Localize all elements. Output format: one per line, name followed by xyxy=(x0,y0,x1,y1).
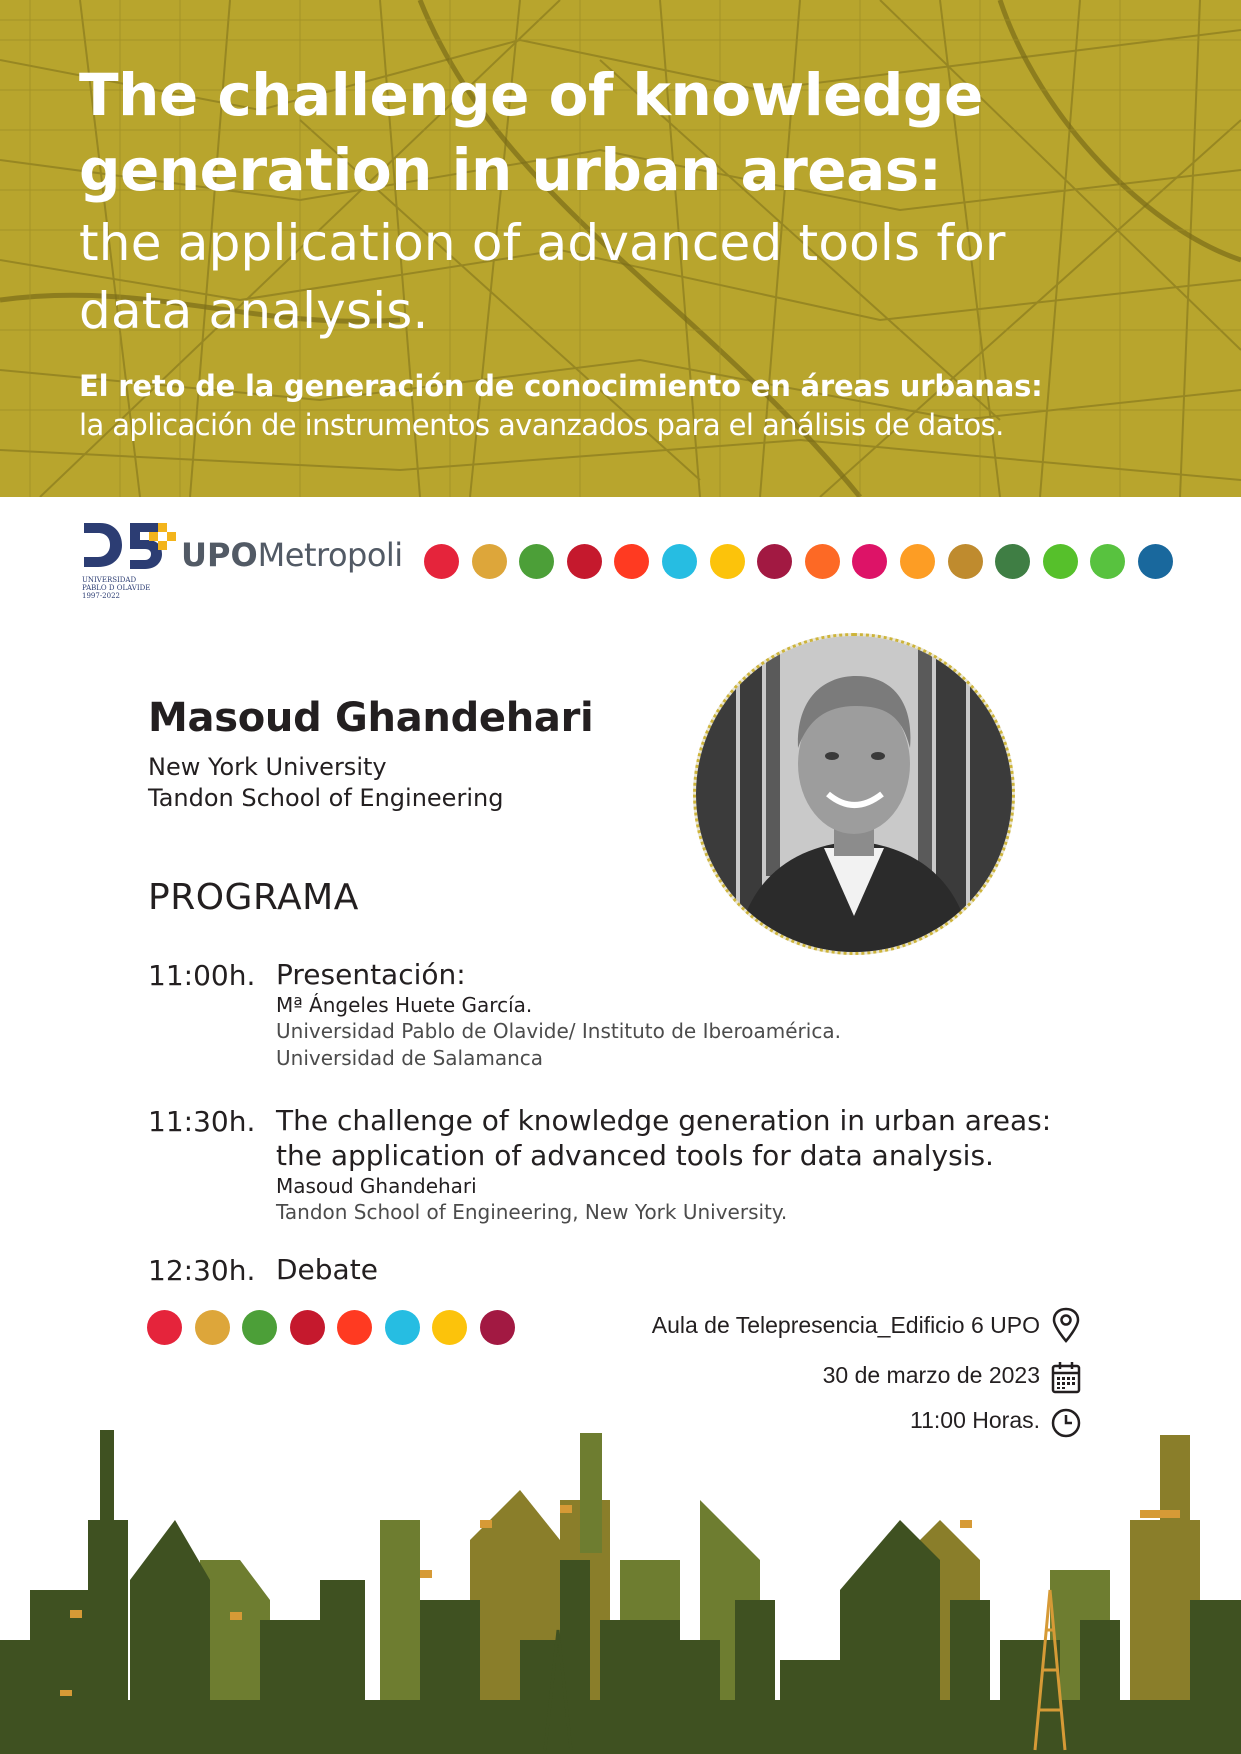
color-dot xyxy=(424,544,459,579)
programa-heading: PROGRAMA xyxy=(148,877,359,918)
color-dot xyxy=(900,544,935,579)
location-pin-icon xyxy=(1050,1307,1082,1343)
color-dot xyxy=(948,544,983,579)
venue-date: 30 de marzo de 2023 xyxy=(822,1362,1040,1388)
color-dot xyxy=(337,1310,372,1345)
color-dot xyxy=(662,544,697,579)
program-item-1-person: Mª Ángeles Huete García. xyxy=(276,993,533,1017)
program-item-2-person: Masoud Ghandehari xyxy=(276,1174,477,1198)
program-item-1: Presentación: Mª Ángeles Huete García. Universidad Pablo de Olavide/ Instituto de Iberoamérica. Universidad de Salamanca xyxy=(276,958,841,1070)
title-en-subtitle-line-1: the application of advanced tools for xyxy=(79,214,1006,272)
header-text xyxy=(79,58,1219,444)
speaker-photo xyxy=(693,633,1015,955)
venue-time: 11:00 Horas. xyxy=(910,1407,1040,1433)
color-dot xyxy=(195,1310,230,1345)
color-dot xyxy=(1138,544,1173,579)
color-dot xyxy=(242,1310,277,1345)
calendar-icon xyxy=(1050,1360,1082,1396)
color-dot xyxy=(567,544,602,579)
title-es: El reto de la generación de conocimiento en áreas urbanas: xyxy=(79,369,1043,403)
color-dot xyxy=(519,544,554,579)
color-dot xyxy=(480,1310,515,1345)
color-dot xyxy=(1090,544,1125,579)
header-banner xyxy=(0,0,1241,497)
upo-metropoli-brand: UPOMetropoli xyxy=(181,536,403,574)
color-dot xyxy=(995,544,1030,579)
title-en-line-1: The challenge of knowledge xyxy=(79,61,983,129)
subtitle-es: la aplicación de instrumentos avanzados para el análisis de datos. xyxy=(79,408,1004,442)
color-dot xyxy=(472,544,507,579)
program-time-2: 11:30h. xyxy=(148,1105,256,1138)
speaker-affiliation: New York University Tandon School of Engineering xyxy=(148,753,504,812)
speaker-name: Masoud Ghandehari xyxy=(148,695,594,741)
color-dot xyxy=(432,1310,467,1345)
program-item-2: The challenge of knowledge generation in urban areas: the application of advanced tools for data analysis. Masoud Ghandehari Tandon School of Engineering, New York University. xyxy=(276,1104,1052,1224)
color-dot xyxy=(805,544,840,579)
sdg-color-dots-top xyxy=(424,544,1173,579)
program-time-3: 12:30h. xyxy=(148,1254,256,1287)
program-item-3: Debate xyxy=(276,1253,378,1286)
title-en-line-2: generation in urban areas: xyxy=(79,136,942,204)
color-dot xyxy=(614,544,649,579)
logo-caption: UNIVERSIDAD PABLO D OLAVIDE 1997-2022 xyxy=(82,576,151,600)
color-dot xyxy=(710,544,745,579)
program-time-1: 11:00h. xyxy=(148,959,256,992)
color-dot xyxy=(757,544,792,579)
color-dot xyxy=(852,544,887,579)
color-dot xyxy=(385,1310,420,1345)
city-skyline-illustration xyxy=(0,1420,1241,1754)
sdg-color-dots-bottom xyxy=(147,1310,515,1345)
title-en-subtitle-line-2: data analysis. xyxy=(79,282,429,340)
venue-location: Aula de Telepresencia_Edificio 6 UPO xyxy=(651,1312,1040,1338)
color-dot xyxy=(1043,544,1078,579)
color-dot xyxy=(147,1310,182,1345)
color-dot xyxy=(290,1310,325,1345)
